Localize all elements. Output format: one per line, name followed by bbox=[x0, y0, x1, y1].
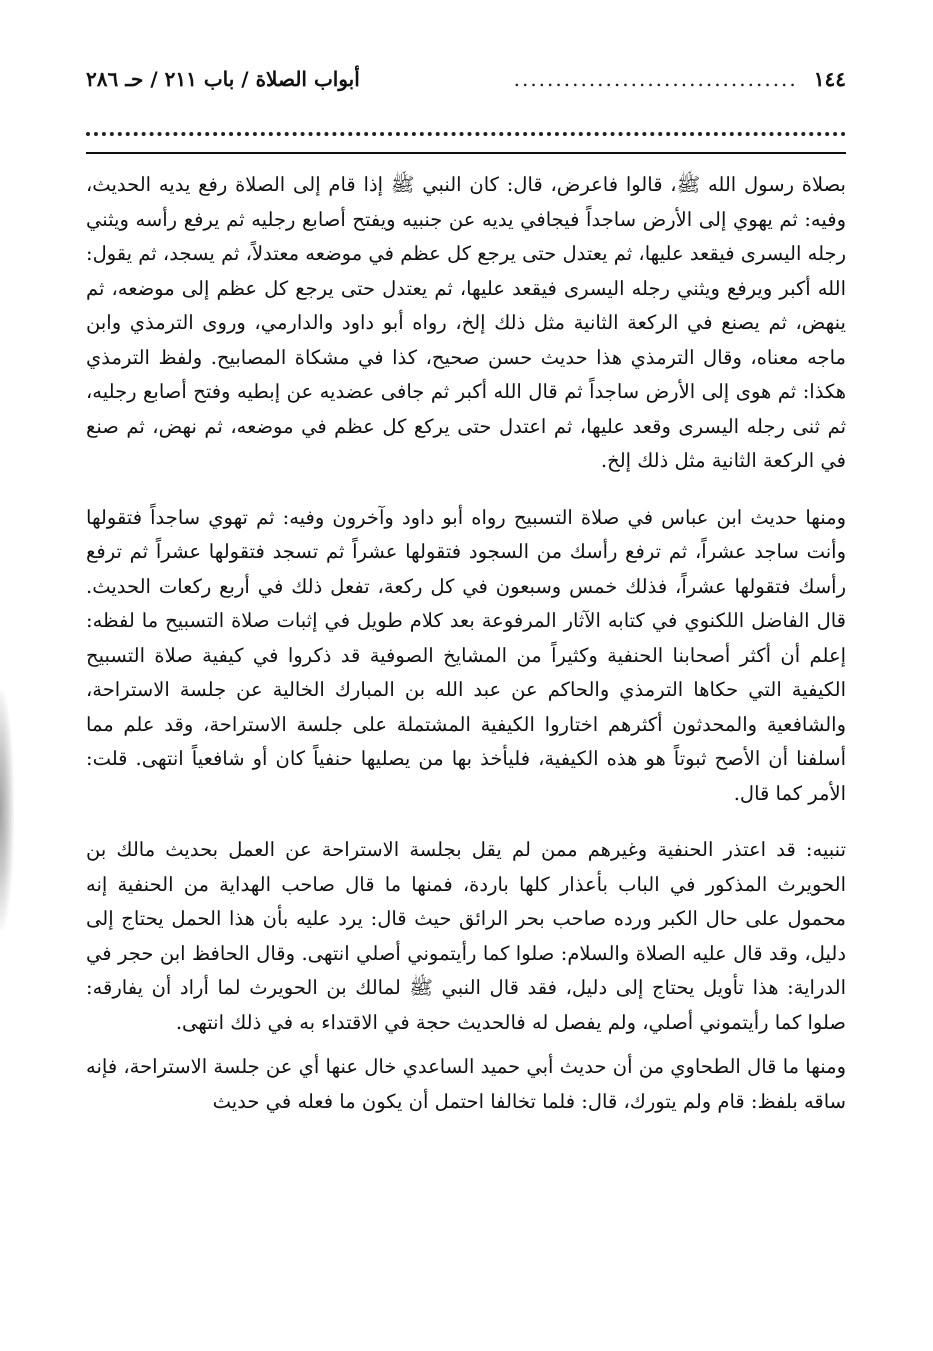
page-number: ١٤٤ bbox=[813, 67, 846, 91]
dotted-separator bbox=[86, 112, 846, 136]
header-leader-dots: .................................. bbox=[513, 67, 798, 91]
body-text bbox=[86, 168, 846, 1119]
page-header bbox=[86, 62, 846, 96]
paragraph-1: بصلاة رسول الله ﷺ، قالوا فاعرض، قال: كان النبي ﷺ إذا قام إلى الصلاة رفع يديه الحديث، وفيه: ثم يهوي إلى الأرض ساجداً فيجافي يديه عن جنبيه ويفتح أصابع رجليه ثم يرفع رأسه ويثني رجله اليسرى فيقعد عليها، ثم يعتدل حتى يرجع كل عظم في موضعه معتدلاً، ثم يسجد، ثم يقول: الله أكبر ويرفع ويثني رجله اليسرى فيقعد عليها، ثم يعتدل حتى يرجع كل عظم إلى موضعه، ثم ينهض، ثم يصنع في الركعة الثانية مثل ذلك إلخ، رواه أبو داود والدارمي، وروى الترمذي وابن ماجه معناه، وقال الترمذي هذا حديث حسن صحيح، كذا في مشكاة المصابيح. ولفظ الترمذي هكذا: ثم هوى إلى الأرض ساجداً ثم قال الله أكبر ثم جافى عضديه عن إبطيه وفتح أصابع رجليه، ثم ثنى رجله اليسرى وقعد عليها، ثم اعتدل حتى يركع كل عظم في موضعه، ثم نهض، ثم صنع في الركعة الثانية مثل ذلك إلخ. bbox=[86, 173, 846, 472]
paragraph-4: ومنها ما قال الطحاوي من أن حديث أبي حميد الساعدي خال عنها أي عن جلسة الاستراحة، فإنه ساقه بلفظ: قام ولم يتورك، قال: فلما تخالفا احتمل أن يكون ما فعله في حديث bbox=[86, 1055, 846, 1113]
running-title: أبواب الصلاة / باب ٢١١ / حـ ٢٨٦ bbox=[86, 67, 360, 91]
paragraph-2: ومنها حديث ابن عباس في صلاة التسبيح رواه أبو داود وآخرون وفيه: ثم تهوي ساجداً فتقولها وأنت ساجد عشراً، ثم ترفع رأسك من السجود فتقولها عشراً ثم تسجد فتقولها عشراً ثم ترفع رأسك فتقولها عشراً، فذلك خمس وسبعون في كل ركعة، تفعل ذلك في أربع ركعات الحديث. قال الفاضل اللكنوي في كتابه الآثار المرفوعة بعد كلام طويل في إثبات صلاة التسبيح ما لفظه: إعلم أن أكثر أصحابنا الحنفية وكثيراً من المشايخ الصوفية قد ذكروا في كيفية صلاة التسبيح الكيفية التي حكاها الترمذي والحاكم عن عبد الله بن المبارك الخالية عن جلسة الاستراحة، والشافعية والمحدثون أكثرهم اختاروا الكيفية المشتملة على جلسة الاستراحة، وقد علم مما أسلفنا أن الأصح ثبوتاً هو هذه الكيفية، فليأخذ بها من يصليها حنفياً كان أو شافعياً انتهى. قلت: الأمر كما قال. bbox=[86, 505, 846, 805]
header-rule bbox=[86, 152, 846, 154]
paragraph-3: تنبيه: قد اعتذر الحنفية وغيرهم ممن لم يقل بجلسة الاستراحة عن العمل بحديث مالك بن الحويرث المذكور في الباب بأعذار كلها باردة، فمنها ما قال صاحب الهداية من الحنفية إنه محمول على حال الكبر ورده صاحب بحر الرائق حيث قال: يرد عليه بأن هذا الحمل يحتاج إلى دليل، وقد قال عليه الصلاة والسلام: صلوا كما رأيتموني أصلي انتهى. وقال الحافظ ابن حجر في الدراية: هذا تأويل يحتاج إلى دليل، فقد قال النبي ﷺ لمالك بن الحويرث لما أراد أن يفارقه: صلوا كما رأيتموني أصلي، ولم يفصل له فالحديث حجة في الاقتداء به في ذلك انتهى. bbox=[86, 838, 846, 1034]
scan-edge-shadow bbox=[0, 690, 14, 930]
